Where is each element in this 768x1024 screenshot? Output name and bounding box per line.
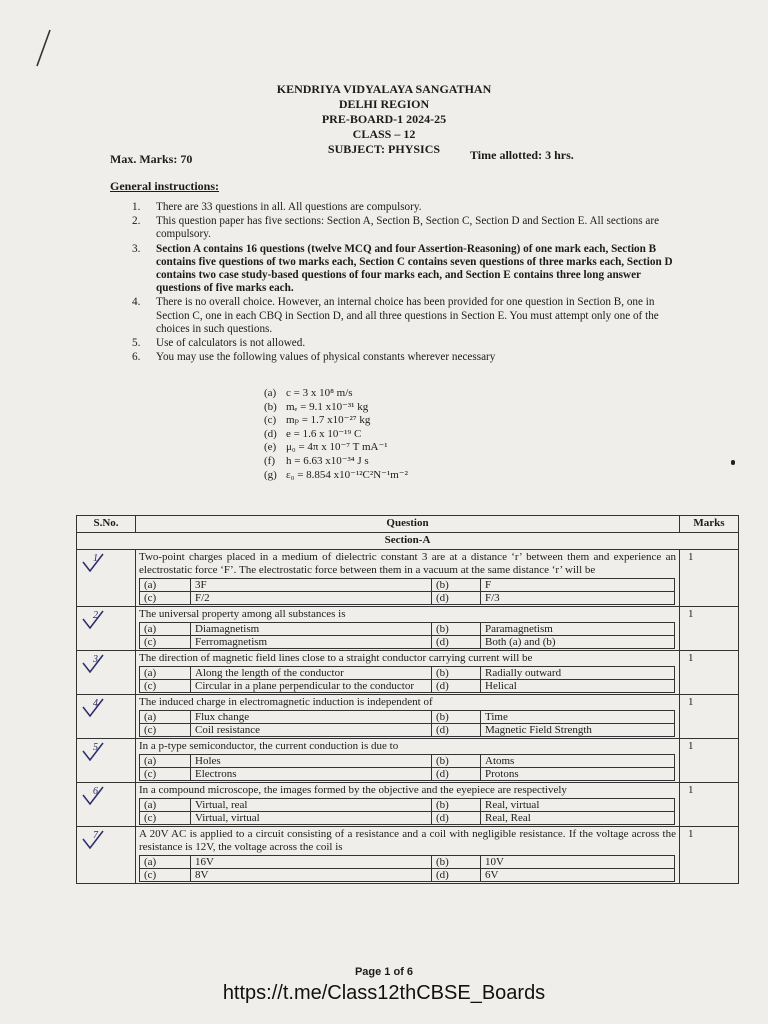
constant-value: ε₀ = 8.854 x10⁻¹²C²N⁻¹m⁻² <box>286 468 408 481</box>
max-marks: Max. Marks: 70 <box>110 152 193 166</box>
option-text: Both (a) and (b) <box>481 636 675 649</box>
options-row <box>140 579 675 592</box>
question-number-cell <box>77 651 136 695</box>
instruction-text: There are 33 questions in all. All questions are compulsory. <box>156 201 422 213</box>
option-label: (b) <box>432 711 481 724</box>
option-text: Virtual, real <box>191 799 432 812</box>
question-row <box>77 827 739 884</box>
question-number: 2 <box>93 610 98 621</box>
options-row <box>140 711 675 724</box>
option-label: (b) <box>432 799 481 812</box>
option-text: 8V <box>191 869 432 882</box>
question-row <box>77 695 739 739</box>
option-text: F/2 <box>191 592 432 605</box>
options-row <box>140 636 675 649</box>
constant-item <box>264 401 408 415</box>
options-table <box>139 798 675 825</box>
section-title: Section-A <box>77 533 739 550</box>
option-text: Protons <box>481 768 675 781</box>
question-row <box>77 607 739 651</box>
instruction-number: 1. <box>132 201 141 213</box>
options-row <box>140 856 675 869</box>
options-row <box>140 724 675 737</box>
question-number-cell <box>77 783 136 827</box>
constants-list <box>264 387 408 482</box>
ink-dot <box>731 460 735 465</box>
option-label: (a) <box>140 667 191 680</box>
constant-label: (e) <box>264 441 277 454</box>
marks-cell: 1 <box>680 783 739 827</box>
option-text: Paramagnetism <box>481 623 675 636</box>
constant-value: e = 1.6 x 10⁻¹⁹ C <box>286 427 362 440</box>
options-row <box>140 592 675 605</box>
constant-item <box>264 414 408 428</box>
constant-item <box>264 387 408 401</box>
constant-label: (d) <box>264 427 277 440</box>
option-label: (c) <box>140 869 191 882</box>
question-table <box>76 515 739 884</box>
option-text: F <box>481 579 675 592</box>
option-label: (a) <box>140 579 191 592</box>
option-label: (c) <box>140 680 191 693</box>
question-cell <box>136 607 680 651</box>
instruction-text: This question paper has five sections: Section A, Section B, Section C, Section D and Section E. All sections are compulsory. <box>156 215 660 241</box>
option-label: (d) <box>432 592 481 605</box>
instruction-item <box>110 351 680 364</box>
marks-cell: 1 <box>680 695 739 739</box>
option-label: (b) <box>432 623 481 636</box>
option-text: Along the length of the conductor <box>191 667 432 680</box>
question-text: Two-point charges placed in a medium of dielectric constant 3 are at a distance ‘r’ between them and experience an electrostatic force ‘F’. The electrostatic force between them in a vacuum at the same distance ‘r’ will be <box>139 551 676 576</box>
question-number: 7 <box>93 830 98 841</box>
question-number: 6 <box>93 786 98 797</box>
instruction-number: 4. <box>132 296 141 309</box>
question-number-cell <box>77 607 136 651</box>
marks-cell: 1 <box>680 827 739 884</box>
option-label: (a) <box>140 711 191 724</box>
options-row <box>140 680 675 693</box>
exam-name: PRE-BOARD-1 2024-25 <box>321 112 447 126</box>
question-cell <box>136 695 680 739</box>
constant-item <box>264 428 408 442</box>
marks-cell: 1 <box>680 550 739 607</box>
constant-item <box>264 455 408 469</box>
question-number: 5 <box>93 742 98 753</box>
constant-value: μ₀ = 4π x 10⁻⁷ T mA⁻¹ <box>286 441 388 454</box>
option-label: (b) <box>432 856 481 869</box>
question-row <box>77 783 739 827</box>
question-text: In a p-type semiconductor, the current conduction is due to <box>139 740 399 752</box>
question-row <box>77 739 739 783</box>
options-table <box>139 710 675 737</box>
option-label: (c) <box>140 724 191 737</box>
constant-label: (a) <box>264 387 277 399</box>
question-cell <box>136 827 680 884</box>
options-table <box>139 754 675 781</box>
options-row <box>140 869 675 882</box>
org-name: KENDRIYA VIDYALAYA SANGATHAN <box>276 82 492 96</box>
option-text: Coil resistance <box>191 724 432 737</box>
option-label: (b) <box>432 667 481 680</box>
option-label: (a) <box>140 856 191 869</box>
question-text: A 20V AC is applied to a circuit consisting of a resistance and a coil with negligible resistance. If the voltage across the resistance is 12V, the voltage across the coil is <box>139 828 676 853</box>
question-cell <box>136 550 680 607</box>
option-label: (d) <box>432 768 481 781</box>
option-text: Real, Real <box>481 812 675 825</box>
instruction-text: You may use the following values of physical constants wherever necessary <box>156 351 496 364</box>
page-number: Page 1 of 6 <box>354 966 414 978</box>
question-header: Question <box>136 516 680 533</box>
instruction-number: 3. <box>132 242 141 255</box>
options-row <box>140 667 675 680</box>
telegram-link[interactable]: https://t.me/Class12thCBSE_Boards <box>222 982 546 1004</box>
instruction-item <box>110 337 680 350</box>
option-text: Holes <box>191 755 432 768</box>
option-label: (a) <box>140 755 191 768</box>
question-number-cell <box>77 695 136 739</box>
constant-label: (g) <box>264 468 277 481</box>
options-table <box>139 622 675 649</box>
question-table-wrap <box>76 515 739 884</box>
marks-cell: 1 <box>680 739 739 783</box>
instruction-item <box>110 296 680 336</box>
instruction-text: Section A contains 16 questions (twelve MCQ and four Assertion-Reasoning) of one mark each, Section B contains five questions of two marks each, Section C contains seven questions of three marks each, Section D contains two case study-based questions of four marks each, and Section E contains three long answer questions of five marks each. <box>156 242 673 295</box>
option-text: Atoms <box>481 755 675 768</box>
constant-item <box>264 441 408 455</box>
option-label: (c) <box>140 636 191 649</box>
instructions-list <box>110 201 680 365</box>
option-label: (c) <box>140 812 191 825</box>
option-text: Time <box>481 711 675 724</box>
instruction-item <box>110 243 680 296</box>
option-label: (d) <box>432 812 481 825</box>
table-header-row <box>77 516 739 533</box>
instruction-item <box>110 215 680 241</box>
options-row <box>140 812 675 825</box>
option-text: Flux change <box>191 711 432 724</box>
question-text: In a compound microscope, the images formed by the objective and the eyepiece are respectively <box>139 784 567 796</box>
instruction-number: 6. <box>132 351 141 364</box>
option-text: Radially outward <box>481 667 675 680</box>
question-text: The direction of magnetic field lines close to a straight conductor carrying current will be <box>139 652 533 664</box>
pen-stroke-mark <box>34 28 52 68</box>
option-text: 16V <box>191 856 432 869</box>
option-label: (d) <box>432 636 481 649</box>
option-text: Ferromagnetism <box>191 636 432 649</box>
instruction-item <box>110 201 680 214</box>
option-text: 10V <box>481 856 675 869</box>
question-number: 3 <box>93 654 98 665</box>
question-text: The induced charge in electromagnetic induction is independent of <box>139 696 433 708</box>
options-row <box>140 799 675 812</box>
question-cell <box>136 783 680 827</box>
constant-value: mₚ = 1.7 x10⁻²⁷ kg <box>286 414 371 427</box>
options-table <box>139 666 675 693</box>
time-allotted: Time allotted: 3 hrs. <box>470 148 574 162</box>
option-label: (b) <box>432 755 481 768</box>
marks-cell: 1 <box>680 607 739 651</box>
option-text: F/3 <box>481 592 675 605</box>
option-label: (b) <box>432 579 481 592</box>
option-text: Virtual, virtual <box>191 812 432 825</box>
question-row <box>77 550 739 607</box>
question-cell <box>136 651 680 695</box>
options-row <box>140 755 675 768</box>
question-number: 1 <box>93 553 98 564</box>
option-text: Circular in a plane perpendicular to the conductor <box>191 680 432 693</box>
subject-name: SUBJECT: PHYSICS <box>327 142 441 156</box>
region-name: DELHI REGION <box>338 97 430 111</box>
option-text: 3F <box>191 579 432 592</box>
instructions-title: General instructions: <box>110 179 219 193</box>
constant-label: (c) <box>264 414 277 427</box>
options-table <box>139 578 675 605</box>
options-row <box>140 623 675 636</box>
section-row <box>77 533 739 550</box>
options-table <box>139 855 675 882</box>
options-row <box>140 768 675 781</box>
question-cell <box>136 739 680 783</box>
constant-label: (f) <box>264 454 275 467</box>
question-number-cell <box>77 827 136 884</box>
option-label: (d) <box>432 680 481 693</box>
option-label: (c) <box>140 768 191 781</box>
marks-header: Marks <box>680 516 739 533</box>
question-row <box>77 651 739 695</box>
option-text: 6V <box>481 869 675 882</box>
constant-value: c = 3 x 10⁸ m/s <box>286 387 353 399</box>
constant-value: h = 6.63 x10⁻³⁴ J s <box>286 454 369 467</box>
option-text: Helical <box>481 680 675 693</box>
option-label: (d) <box>432 724 481 737</box>
constant-item <box>264 469 408 483</box>
question-number-cell <box>77 550 136 607</box>
instruction-text: There is no overall choice. However, an internal choice has been provided for one question in Section B, one in Section C, one in each CBQ in Section D, and all three questions in Section E. You must attempt only one of the choices in such questions. <box>156 296 659 335</box>
option-text: Diamagnetism <box>191 623 432 636</box>
option-label: (a) <box>140 623 191 636</box>
instruction-number: 2. <box>132 215 141 228</box>
marks-cell: 1 <box>680 651 739 695</box>
class-name: CLASS – 12 <box>352 127 416 141</box>
option-label: (d) <box>432 869 481 882</box>
constant-label: (b) <box>264 400 277 413</box>
option-label: (c) <box>140 592 191 605</box>
option-text: Electrons <box>191 768 432 781</box>
question-number-cell <box>77 739 136 783</box>
sno-header: S.No. <box>77 516 136 533</box>
option-text: Real, virtual <box>481 799 675 812</box>
instruction-number: 5. <box>132 337 141 350</box>
question-number: 4 <box>93 698 98 709</box>
option-label: (a) <box>140 799 191 812</box>
paper-header <box>0 82 768 157</box>
instruction-text: Use of calculators is not allowed. <box>156 337 306 350</box>
constant-value: mₑ = 9.1 x10⁻³¹ kg <box>286 400 369 413</box>
option-text: Magnetic Field Strength <box>481 724 675 737</box>
question-text: The universal property among all substances is <box>139 608 346 620</box>
